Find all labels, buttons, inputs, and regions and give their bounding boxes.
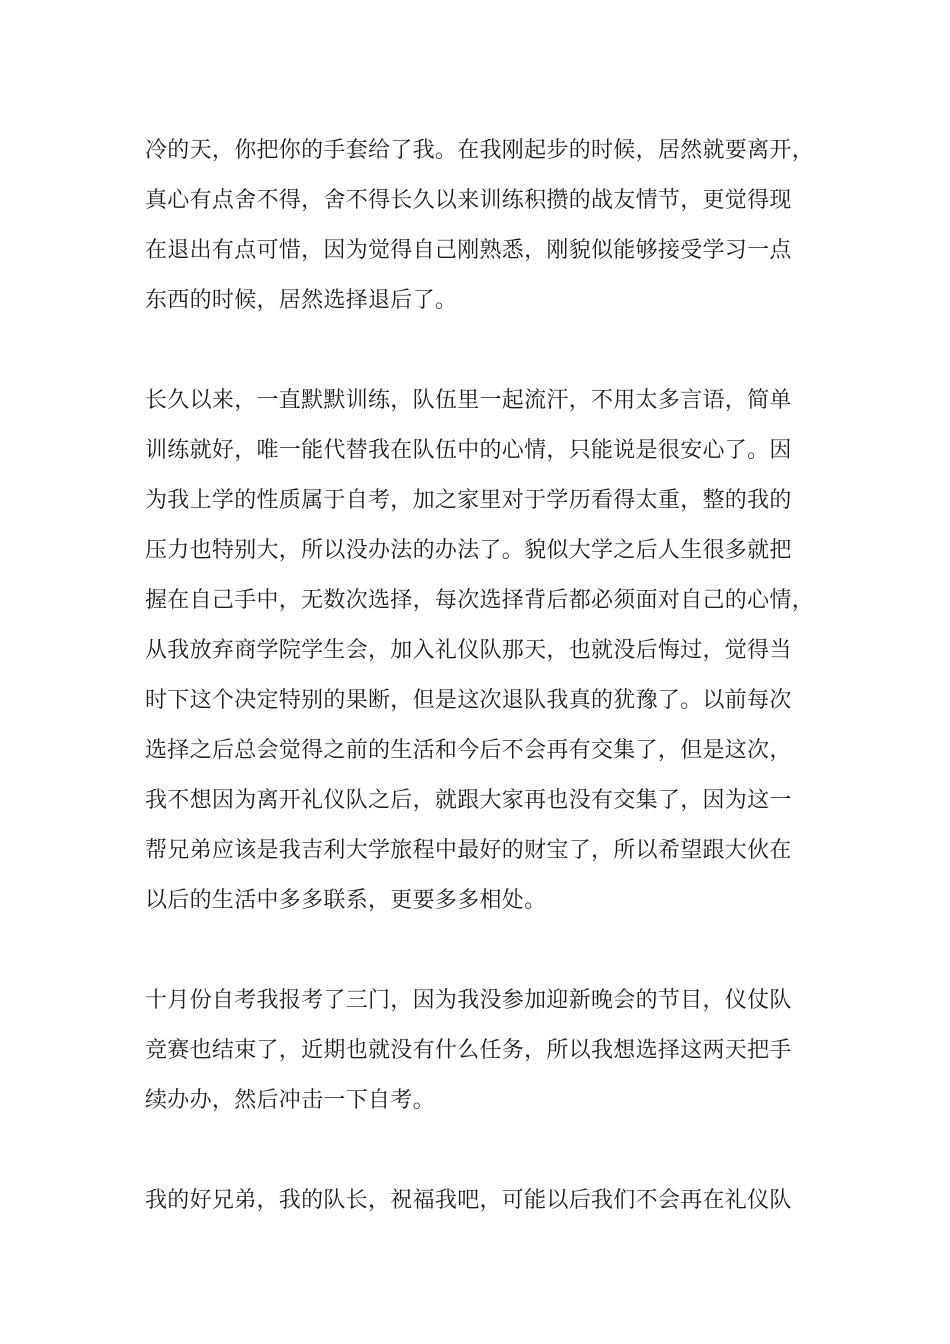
paragraph-3-line-1: 十月份自考我报考了三门，因为我没参加迎新晚会的节目，仪仗队: [145, 988, 792, 1013]
paragraph-1-line-3: 在退出有点可惜，因为觉得自己刚熟悉，刚貌似能够接受学习一点: [145, 238, 792, 263]
paragraph-2-line-9: 我不想因为离开礼仪队之后，就跟大家再也没有交集了，因为这一: [145, 788, 792, 813]
paragraph-2-line-4: 压力也特别大，所以没办法的办法了。貌似大学之后人生很多就把: [145, 538, 792, 563]
paragraph-2-line-6: 从我放弃商学院学生会，加入礼仪队那天，也就没后悔过，觉得当: [145, 638, 792, 663]
paragraph-3-line-3: 续办办，然后冲击一下自考。: [145, 1088, 435, 1113]
paragraph-1-line-2: 真心有点舍不得，舍不得长久以来训练积攒的战友情节，更觉得现: [145, 188, 792, 213]
paragraph-1-line-1: 冷的天，你把你的手套给了我。在我刚起步的时候，居然就要离开，: [145, 138, 815, 163]
paragraph-2-line-2: 训练就好，唯一能代替我在队伍中的心情，只能说是很安心了。因: [145, 438, 792, 463]
paragraph-1-line-4: 东西的时候，居然选择退后了。: [145, 288, 458, 313]
paragraph-2-line-3: 为我上学的性质属于自考，加之家里对于学历看得太重，整的我的: [145, 488, 792, 513]
paragraph-2-line-1: 长久以来，一直默默训练，队伍里一起流汗，不用太多言语，简单: [145, 388, 792, 413]
paragraph-2-line-5: 握在自己手中，无数次选择，每次选择背后都必须面对自己的心情，: [145, 588, 815, 613]
paragraph-4-line-1: 我的好兄弟，我的队长，祝福我吧，可能以后我们不会再在礼仪队: [145, 1188, 792, 1213]
paragraph-2-line-7: 时下这个决定特别的果断，但是这次退队我真的犹豫了。以前每次: [145, 688, 792, 713]
paragraph-3-line-2: 竞赛也结束了，近期也就没有什么任务，所以我想选择这两天把手: [145, 1038, 792, 1063]
paragraph-2-line-8: 选择之后总会觉得之前的生活和今后不会再有交集了，但是这次，: [145, 738, 792, 763]
paragraph-2-line-10: 帮兄弟应该是我吉利大学旅程中最好的财宝了，所以希望跟大伙在: [145, 838, 792, 863]
paragraph-2-line-11: 以后的生活中多多联系，更要多多相处。: [145, 888, 547, 913]
